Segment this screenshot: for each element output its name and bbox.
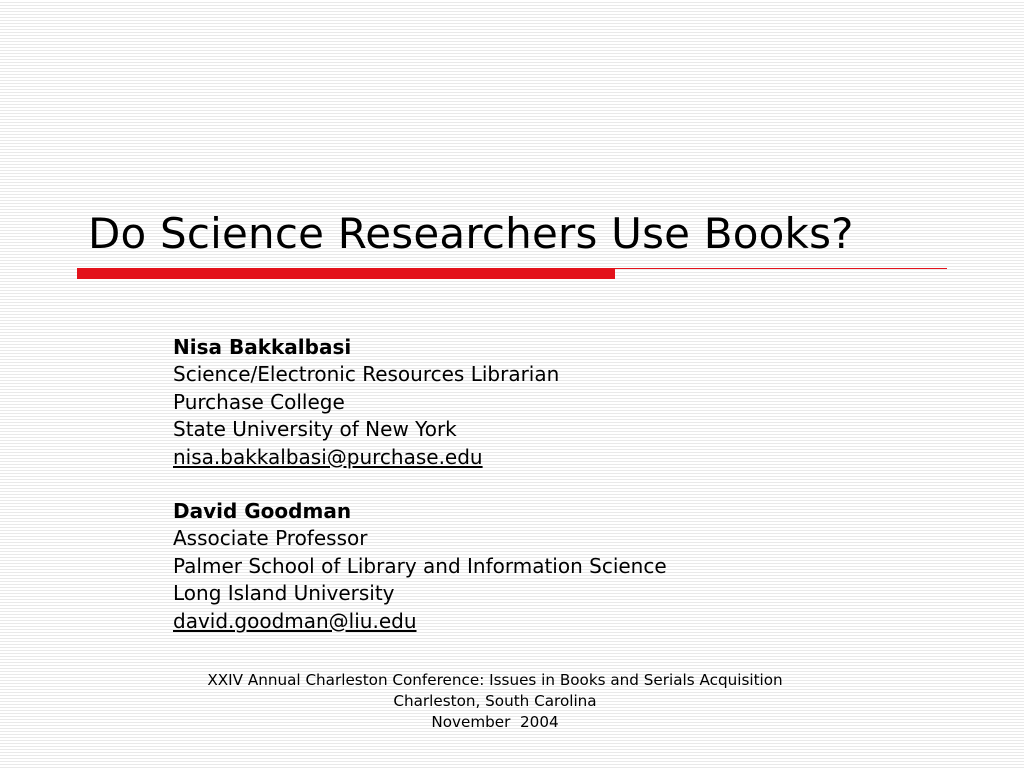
author-email-link[interactable]: david.goodman@liu.edu bbox=[173, 608, 417, 633]
author-position: Associate Professor bbox=[173, 526, 368, 551]
author-block bbox=[173, 334, 933, 471]
conference-name: XXIV Annual Charleston Conference: Issues in Books and Serials Acquisition bbox=[207, 671, 783, 689]
author-name: David Goodman bbox=[173, 499, 352, 524]
conference-location: Charleston, South Carolina bbox=[393, 692, 597, 710]
author-block bbox=[173, 498, 933, 635]
author-institution: Palmer School of Library and Information Science bbox=[173, 553, 667, 578]
conference-footer bbox=[0, 670, 990, 733]
author-affiliation: State University of New York bbox=[173, 417, 457, 442]
author-name: Nisa Bakkalbasi bbox=[173, 335, 352, 359]
slide-title: Do Science Researchers Use Books? bbox=[88, 209, 854, 258]
conference-date: November 2004 bbox=[431, 713, 559, 731]
title-underline-rule bbox=[615, 268, 947, 269]
author-institution: Purchase College bbox=[173, 389, 345, 414]
author-email-link[interactable]: nisa.bakkalbasi@purchase.edu bbox=[173, 444, 483, 469]
title-underline-accent bbox=[77, 268, 615, 279]
author-list bbox=[173, 334, 933, 662]
author-affiliation: Long Island University bbox=[173, 581, 395, 606]
author-position: Science/Electronic Resources Librarian bbox=[173, 362, 560, 387]
